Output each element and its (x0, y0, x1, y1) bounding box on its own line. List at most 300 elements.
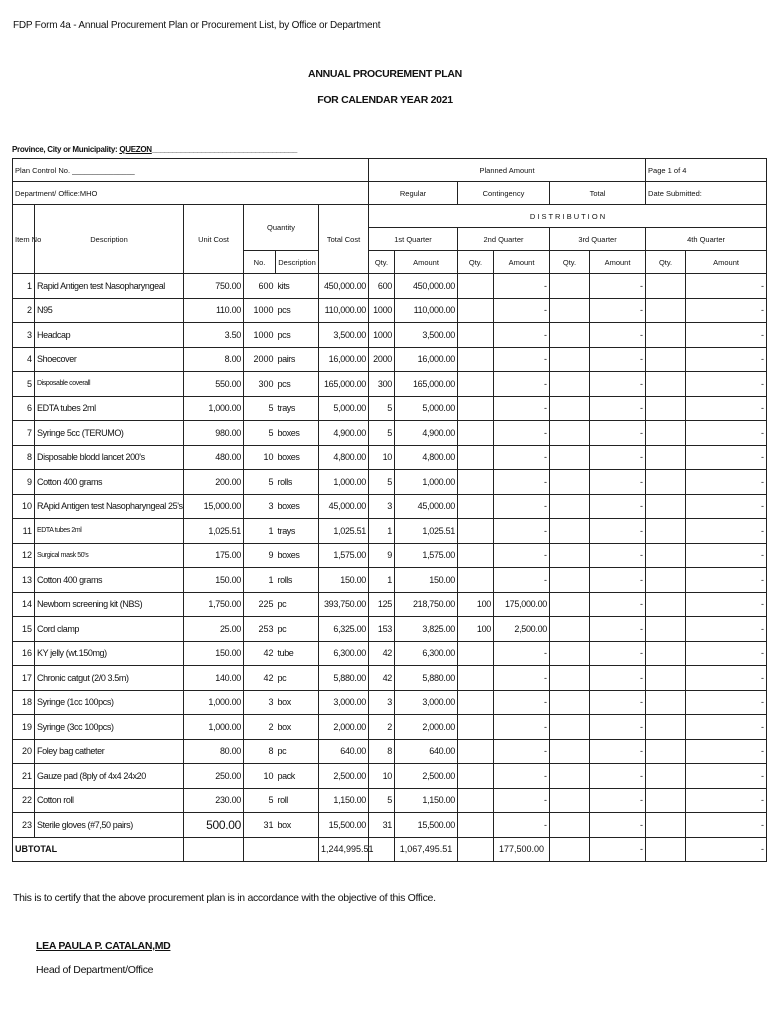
q2-qty (458, 494, 494, 519)
item-description: N95 (35, 298, 184, 323)
q4-qty (646, 690, 686, 715)
description-header: Description (35, 205, 184, 274)
q2-amount: - (494, 372, 550, 397)
q1-qty: 10 (369, 764, 395, 789)
item-description: Sterile gloves (#7,50 pairs) (35, 813, 184, 838)
document-title: ANNUAL PROCUREMENT PLAN (308, 68, 462, 80)
q1-qty: 3 (369, 494, 395, 519)
q1-amount: 6,300.00 (395, 641, 458, 666)
q3-qty-header: Qty. (550, 251, 590, 274)
quantity-no: 31 (244, 813, 276, 838)
q1-amount: 5,000.00 (395, 396, 458, 421)
total-cost: 150.00 (319, 568, 369, 593)
q2-amount: - (494, 421, 550, 446)
quantity-no: 8 (244, 739, 276, 764)
quantity-no: 5 (244, 470, 276, 495)
q1-amount: 1,000.00 (395, 470, 458, 495)
q4-qty (646, 519, 686, 544)
q2-qty (458, 470, 494, 495)
total-cost: 3,000.00 (319, 690, 369, 715)
qty-no-header: No. (244, 251, 276, 274)
unit-cost: 8.00 (184, 347, 244, 372)
q2-amount: 175,000.00 (494, 592, 550, 617)
quantity-unit: pc (276, 592, 319, 617)
q4-qty (646, 494, 686, 519)
q4-qty (646, 617, 686, 642)
item-no: 6 (13, 396, 35, 421)
q4-amount: - (686, 494, 767, 519)
unit-cost: 25.00 (184, 617, 244, 642)
total-cost: 1,025.51 (319, 519, 369, 544)
total-cost: 2,000.00 (319, 715, 369, 740)
q2-qty (458, 372, 494, 397)
quantity-no: 253 (244, 617, 276, 642)
q4-qty-header: Qty. (646, 251, 686, 274)
q2-qty (458, 739, 494, 764)
item-description: Chronic catgut (2/0 3.5m) (35, 666, 184, 691)
q1-qty: 1000 (369, 323, 395, 348)
q1-amount: 1,025.51 (395, 519, 458, 544)
unit-cost: 1,000.00 (184, 396, 244, 421)
table-row (13, 617, 767, 642)
q3-qty (550, 690, 590, 715)
q4-amount: - (686, 519, 767, 544)
item-description: Gauze pad (8ply of 4x4 24x20 (35, 764, 184, 789)
q4-qty (646, 715, 686, 740)
q1-qty: 10 (369, 445, 395, 470)
unit-cost: 500.00 (184, 813, 244, 838)
q1-amount: 450,000.00 (395, 274, 458, 299)
subtotal-total-cost: 1,244,995.51 (319, 837, 369, 862)
total-cost-header: Total Cost (319, 205, 369, 274)
q4-amount: - (686, 323, 767, 348)
q4-qty (646, 421, 686, 446)
subtotal-q3-amount: - (590, 837, 646, 862)
item-description: Surgical mask 50's (35, 543, 184, 568)
item-description: Rapid Antigen test Nasopharyngeal (35, 274, 184, 299)
item-description: Cord clamp (35, 617, 184, 642)
q2-amount: - (494, 494, 550, 519)
q1-amount: 1,575.00 (395, 543, 458, 568)
q2-qty (458, 568, 494, 593)
q4-amount: - (686, 788, 767, 813)
q4-qty (646, 372, 686, 397)
q3-amount: - (590, 519, 646, 544)
q1-qty: 1 (369, 519, 395, 544)
q2-amount: - (494, 739, 550, 764)
quantity-unit: trays (276, 519, 319, 544)
item-no: 23 (13, 813, 35, 838)
unit-cost: 980.00 (184, 421, 244, 446)
subtotal-qty-no (244, 837, 276, 862)
province-value: QUEZON (119, 145, 152, 154)
q3-qty (550, 592, 590, 617)
quantity-unit: boxes (276, 421, 319, 446)
unit-cost: 1,750.00 (184, 592, 244, 617)
q1-qty: 42 (369, 666, 395, 691)
quantity-no: 42 (244, 666, 276, 691)
table-row (13, 666, 767, 691)
q3-amount: - (590, 543, 646, 568)
quantity-no: 9 (244, 543, 276, 568)
q4-qty (646, 641, 686, 666)
item-no: 18 (13, 690, 35, 715)
quantity-unit: boxes (276, 445, 319, 470)
total-cost: 393,750.00 (319, 592, 369, 617)
q2-amount: - (494, 666, 550, 691)
q1-amount: 3,500.00 (395, 323, 458, 348)
planned-amount-header: Planned Amount (369, 159, 646, 182)
q2-qty (458, 274, 494, 299)
q4-qty (646, 274, 686, 299)
unit-cost: 1,025.51 (184, 519, 244, 544)
quantity-unit: pcs (276, 372, 319, 397)
header-row-1 (13, 159, 767, 182)
table-row (13, 690, 767, 715)
q2-qty (458, 764, 494, 789)
q1-amount: 4,800.00 (395, 445, 458, 470)
q2-qty (458, 323, 494, 348)
subtotal-q4-amount: - (686, 837, 767, 862)
q2-amount: - (494, 323, 550, 348)
item-no: 15 (13, 617, 35, 642)
quantity-unit: boxes (276, 543, 319, 568)
q4-amount: - (686, 568, 767, 593)
q1-qty: 153 (369, 617, 395, 642)
q3-amount: - (590, 592, 646, 617)
q3-amount: - (590, 666, 646, 691)
total-cost: 165,000.00 (319, 372, 369, 397)
total-cost: 450,000.00 (319, 274, 369, 299)
table-row (13, 372, 767, 397)
q2-qty (458, 519, 494, 544)
q1-amount: 165,000.00 (395, 372, 458, 397)
table-row (13, 739, 767, 764)
q1-amount-header: Amount (395, 251, 458, 274)
q4-qty (646, 666, 686, 691)
q4-amount: - (686, 274, 767, 299)
q4-amount: - (686, 421, 767, 446)
q2-qty (458, 445, 494, 470)
subtotal-qty-desc (276, 837, 319, 862)
unit-cost: 250.00 (184, 764, 244, 789)
q2-amount-header: Amount (494, 251, 550, 274)
q2-qty (458, 421, 494, 446)
q2-amount: - (494, 470, 550, 495)
q4-amount: - (686, 641, 767, 666)
q1-qty-header: Qty. (369, 251, 395, 274)
q3-qty (550, 347, 590, 372)
q3-amount: - (590, 421, 646, 446)
total-cost: 4,900.00 (319, 421, 369, 446)
q3-qty (550, 641, 590, 666)
q2-amount: - (494, 568, 550, 593)
q1-qty: 2 (369, 715, 395, 740)
regular-header: Regular (369, 182, 458, 205)
q3-amount: - (590, 372, 646, 397)
q2-amount: - (494, 445, 550, 470)
unit-cost: 200.00 (184, 470, 244, 495)
quantity-no: 225 (244, 592, 276, 617)
q4-qty (646, 323, 686, 348)
quantity-unit: pc (276, 617, 319, 642)
q3-header: 3rd Quarter (550, 228, 646, 251)
q2-amount: - (494, 690, 550, 715)
item-description: Cotton roll (35, 788, 184, 813)
total-cost: 5,000.00 (319, 396, 369, 421)
quantity-no: 42 (244, 641, 276, 666)
item-description: Disposable coverall (35, 372, 184, 397)
item-no: 9 (13, 470, 35, 495)
q2-qty (458, 543, 494, 568)
table-row (13, 764, 767, 789)
q4-amount: - (686, 372, 767, 397)
table-row (13, 568, 767, 593)
table-row (13, 347, 767, 372)
q3-qty (550, 715, 590, 740)
item-description: Syringe (3cc 100pcs) (35, 715, 184, 740)
q2-qty (458, 641, 494, 666)
q2-qty (458, 666, 494, 691)
q3-qty (550, 470, 590, 495)
plan-control-cell: Plan Control No. _______________ (13, 159, 369, 182)
unit-cost: 80.00 (184, 739, 244, 764)
q4-amount: - (686, 445, 767, 470)
quantity-unit: box (276, 813, 319, 838)
q2-qty (458, 788, 494, 813)
total-cost: 1,000.00 (319, 470, 369, 495)
total-cost: 3,500.00 (319, 323, 369, 348)
q1-amount: 640.00 (395, 739, 458, 764)
subtotal-q2-qty (458, 837, 494, 862)
quantity-unit: pcs (276, 323, 319, 348)
item-no: 5 (13, 372, 35, 397)
table-row (13, 421, 767, 446)
qty-description-header: Description (276, 251, 319, 274)
q1-qty: 5 (369, 470, 395, 495)
q1-amount: 16,000.00 (395, 347, 458, 372)
q2-header: 2nd Quarter (458, 228, 550, 251)
q4-qty (646, 347, 686, 372)
item-no: 21 (13, 764, 35, 789)
province-blank: ___________________________________ (151, 145, 297, 154)
table-row (13, 274, 767, 299)
table-row (13, 323, 767, 348)
quantity-no: 2000 (244, 347, 276, 372)
total-cost: 640.00 (319, 739, 369, 764)
quantity-unit: pc (276, 739, 319, 764)
procurement-table (12, 158, 767, 862)
quantity-no: 1 (244, 568, 276, 593)
quantity-no: 5 (244, 396, 276, 421)
quantity-unit: trays (276, 396, 319, 421)
total-header: Total (550, 182, 646, 205)
quantity-no: 1000 (244, 323, 276, 348)
item-description: Disposable blodd lancet 200's (35, 445, 184, 470)
total-cost: 1,575.00 (319, 543, 369, 568)
q4-amount-header: Amount (686, 251, 767, 274)
q3-amount: - (590, 298, 646, 323)
subtotal-q1-amount: 1,067,495.51 (395, 837, 458, 862)
q2-amount: 2,500.00 (494, 617, 550, 642)
total-cost: 2,500.00 (319, 764, 369, 789)
table-row (13, 396, 767, 421)
subtotal-q3-qty (550, 837, 590, 862)
q1-qty: 1 (369, 568, 395, 593)
item-description: Syringe 5cc (TERUMO) (35, 421, 184, 446)
item-description: RApid Antigen test Nasopharyngeal 25's (35, 494, 184, 519)
q4-qty (646, 543, 686, 568)
quantity-unit: tube (276, 641, 319, 666)
item-no: 2 (13, 298, 35, 323)
item-no: 11 (13, 519, 35, 544)
q4-amount: - (686, 396, 767, 421)
q4-amount: - (686, 690, 767, 715)
q4-amount: - (686, 764, 767, 789)
q1-amount: 15,500.00 (395, 813, 458, 838)
q3-amount: - (590, 641, 646, 666)
q4-amount: - (686, 666, 767, 691)
q3-qty (550, 445, 590, 470)
quantity-unit: kits (276, 274, 319, 299)
q3-amount: - (590, 568, 646, 593)
q1-qty: 1000 (369, 298, 395, 323)
q3-qty (550, 764, 590, 789)
q2-amount: - (494, 347, 550, 372)
total-cost: 4,800.00 (319, 445, 369, 470)
q4-qty (646, 298, 686, 323)
item-no: 19 (13, 715, 35, 740)
signatory-title: Head of Department/Office (36, 964, 154, 976)
q1-qty: 5 (369, 396, 395, 421)
q1-amount: 45,000.00 (395, 494, 458, 519)
q1-header: 1st Quarter (369, 228, 458, 251)
item-description: KY jelly (wt.150mg) (35, 641, 184, 666)
unit-cost: 110.00 (184, 298, 244, 323)
quantity-no: 5 (244, 788, 276, 813)
distribution-header: D I S T R I B U T I O N (369, 205, 767, 228)
q3-amount: - (590, 739, 646, 764)
table-row (13, 788, 767, 813)
total-cost: 110,000.00 (319, 298, 369, 323)
item-no: 22 (13, 788, 35, 813)
item-description: EDTA tubes 2ml (35, 396, 184, 421)
item-no: 13 (13, 568, 35, 593)
q4-qty (646, 739, 686, 764)
q4-amount: - (686, 739, 767, 764)
q1-amount: 150.00 (395, 568, 458, 593)
certification-text: This is to certify that the above procurement plan is in accordance with the objective of this Office. (13, 892, 436, 904)
q3-qty (550, 568, 590, 593)
q4-qty (646, 813, 686, 838)
quantity-no: 1 (244, 519, 276, 544)
q3-amount: - (590, 445, 646, 470)
table-row (13, 813, 767, 838)
q3-qty (550, 519, 590, 544)
item-description: Shoecover (35, 347, 184, 372)
quantity-unit: pcs (276, 298, 319, 323)
q4-qty (646, 568, 686, 593)
q3-amount: - (590, 788, 646, 813)
q3-qty (550, 298, 590, 323)
quantity-no: 2 (244, 715, 276, 740)
q2-amount: - (494, 788, 550, 813)
q4-amount: - (686, 813, 767, 838)
q1-qty: 3 (369, 690, 395, 715)
q3-qty (550, 666, 590, 691)
q2-amount: - (494, 519, 550, 544)
quantity-unit: pairs (276, 347, 319, 372)
q2-qty (458, 813, 494, 838)
q3-amount: - (590, 396, 646, 421)
item-no: 16 (13, 641, 35, 666)
q3-amount: - (590, 715, 646, 740)
quantity-unit: pack (276, 764, 319, 789)
q4-amount: - (686, 543, 767, 568)
header-row-3 (13, 205, 767, 228)
q4-amount: - (686, 470, 767, 495)
subtotal-q2-amount: 177,500.00 (494, 837, 550, 862)
quantity-no: 10 (244, 764, 276, 789)
document-subtitle: FOR CALENDAR YEAR 2021 (317, 94, 453, 106)
total-cost: 1,150.00 (319, 788, 369, 813)
subtotal-q4-qty (646, 837, 686, 862)
q2-amount: - (494, 813, 550, 838)
quantity-unit: boxes (276, 494, 319, 519)
q4-qty (646, 445, 686, 470)
q3-qty (550, 323, 590, 348)
q1-amount: 110,000.00 (395, 298, 458, 323)
q2-qty (458, 347, 494, 372)
table-row (13, 641, 767, 666)
q3-qty (550, 372, 590, 397)
item-no: 12 (13, 543, 35, 568)
quantity-no: 3 (244, 690, 276, 715)
q1-qty: 9 (369, 543, 395, 568)
q3-amount: - (590, 690, 646, 715)
q1-amount: 3,825.00 (395, 617, 458, 642)
item-no-header: Item No (13, 205, 35, 274)
q3-amount: - (590, 323, 646, 348)
q1-amount: 218,750.00 (395, 592, 458, 617)
q3-qty (550, 739, 590, 764)
contingency-header: Contingency (458, 182, 550, 205)
quantity-no: 600 (244, 274, 276, 299)
q3-amount-header: Amount (590, 251, 646, 274)
q2-amount: - (494, 396, 550, 421)
q1-qty: 300 (369, 372, 395, 397)
unit-cost: 230.00 (184, 788, 244, 813)
page-number: Page 1 of 4 (646, 159, 767, 182)
q3-amount: - (590, 347, 646, 372)
table-row (13, 592, 767, 617)
quantity-unit: box (276, 690, 319, 715)
quantity-no: 3 (244, 494, 276, 519)
total-cost: 5,880.00 (319, 666, 369, 691)
subtotal-row (13, 837, 767, 862)
q3-qty (550, 543, 590, 568)
table-row (13, 543, 767, 568)
q2-qty: 100 (458, 592, 494, 617)
q3-amount: - (590, 617, 646, 642)
q4-qty (646, 396, 686, 421)
q2-qty (458, 690, 494, 715)
unit-cost: 550.00 (184, 372, 244, 397)
q3-qty (550, 813, 590, 838)
total-cost: 15,500.00 (319, 813, 369, 838)
item-no: 14 (13, 592, 35, 617)
item-description: Cotton 400 grams (35, 470, 184, 495)
